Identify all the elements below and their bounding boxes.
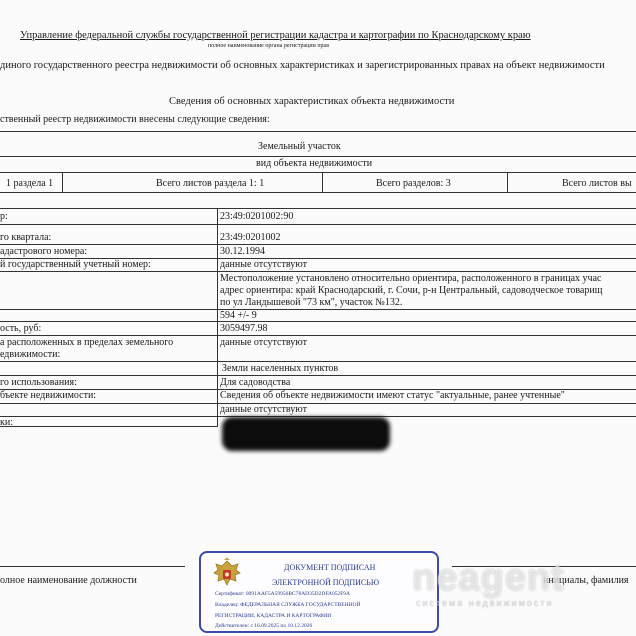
stamp-validity: Действителен: с 16.09.2025 по 10.12.2026 <box>215 623 313 629</box>
rule <box>507 172 508 192</box>
sheet-number: 1 раздела 1 <box>6 178 54 189</box>
watermark-logo: neagent <box>412 557 565 599</box>
total-sheets: Всего листов вы <box>562 178 632 189</box>
rule <box>0 403 636 404</box>
redaction-blot <box>222 417 390 451</box>
section-title: Сведения об основных характеристиках объекта недвижимости <box>169 96 455 107</box>
row-label: едвижимости: <box>0 349 61 360</box>
cadastral-number: 23:49:0201002:90 <box>220 211 294 222</box>
stamp-cert: Сертификат: 0091AAF5A59950BC78AD35D2DFA052F9A <box>215 591 351 597</box>
row-label: адастрового номера: <box>0 246 88 257</box>
area: 594 +/- 9 <box>220 310 257 321</box>
rule <box>62 172 63 192</box>
row-label: р: <box>0 211 8 222</box>
total-section-sheets: Всего листов раздела 1: 1 <box>156 178 265 189</box>
total-sections: Всего разделов: 3 <box>376 178 451 189</box>
agency-caption: полное наименование органа регистрации прав <box>208 43 330 49</box>
rule <box>0 208 636 209</box>
row-label: бъекте недвижимости: <box>0 390 97 401</box>
rule <box>0 271 636 272</box>
stamp-line1: ДОКУМЕНТ ПОДПИСАН <box>284 563 376 572</box>
location-line: адрес ориентира: край Краснодарский, г. Сочи, р-н Центральный, садоводческое товарищ <box>220 285 603 296</box>
initials-caption: инициалы, фамилия <box>543 575 629 586</box>
intro-text: ственный реестр недвижимости внесены следующие сведения: <box>0 114 270 125</box>
location-line: по ул Ландышевой "73 км", участок №132. <box>220 297 403 308</box>
row-label: го использования: <box>0 377 77 388</box>
watermark <box>412 558 612 618</box>
stamp-owner2: РЕГИСТРАЦИИ, КАДАСТРА И КАРТОГРАФИИ <box>215 613 332 619</box>
quarter-number: 23:49:0201002 <box>220 232 281 243</box>
row-label: й государственный учетный номер: <box>0 259 151 270</box>
rule <box>0 244 636 245</box>
rule <box>322 172 323 192</box>
rule <box>0 361 636 362</box>
objects-within: данные отсутствуют <box>220 337 307 348</box>
rule <box>0 426 218 427</box>
rule <box>0 156 636 157</box>
rule <box>0 335 636 336</box>
previous-number: данные отсутствуют <box>220 259 307 270</box>
land-category: Земли населенных пунктов <box>222 363 339 374</box>
rule <box>0 131 636 132</box>
position-caption: олное наименование должности <box>0 575 137 586</box>
object-status: Сведения об объекте недвижимости имеют статус "актуальные, ранее учтенные" <box>220 390 565 401</box>
signature-line <box>0 566 185 567</box>
stamp-line2: ЭЛЕКТРОННОЙ ПОДПИСЬЮ <box>272 578 380 587</box>
eagle-emblem-icon <box>210 557 244 593</box>
rule <box>0 172 636 173</box>
row-label: а расположенных в пределах земельного <box>0 337 174 348</box>
agency-name: Управление федеральной службы государственной регистрации кадастра и картографии по Краснодарскому краю <box>20 30 531 41</box>
cadastral-value: 3059497.98 <box>220 323 268 334</box>
location-line: Местоположение установлено относительно ориентира, расположенного в границах учас <box>220 273 602 284</box>
rule <box>0 321 636 322</box>
watermark-tagline: система недвижимости <box>416 598 554 608</box>
rule <box>0 375 636 376</box>
object-kind: Земельный участок <box>258 141 341 152</box>
rule <box>0 309 636 310</box>
permitted-use: Для садоводства <box>220 377 291 388</box>
e-signature-stamp <box>199 551 439 633</box>
assignment-date: 30.12.1994 <box>220 246 265 257</box>
rule <box>0 192 636 193</box>
stamp-owner1: Владелец: ФЕДЕРАЛЬНАЯ СЛУЖБА ГОСУДАРСТВЕННОЙ <box>215 602 361 608</box>
row-label: ость, руб: <box>0 323 42 334</box>
extra-info: данные отсутствуют <box>220 404 307 415</box>
row-label: го квартала: <box>0 232 52 243</box>
table-divider <box>217 208 218 426</box>
row-label: ки: <box>0 417 13 428</box>
rule <box>0 224 636 225</box>
object-kind-caption: вид объекта недвижимости <box>256 158 373 169</box>
extract-title: диного государственного реестра недвижимости об основных характеристиках и зарегистрированных правах на объект недвижимости <box>0 60 605 71</box>
